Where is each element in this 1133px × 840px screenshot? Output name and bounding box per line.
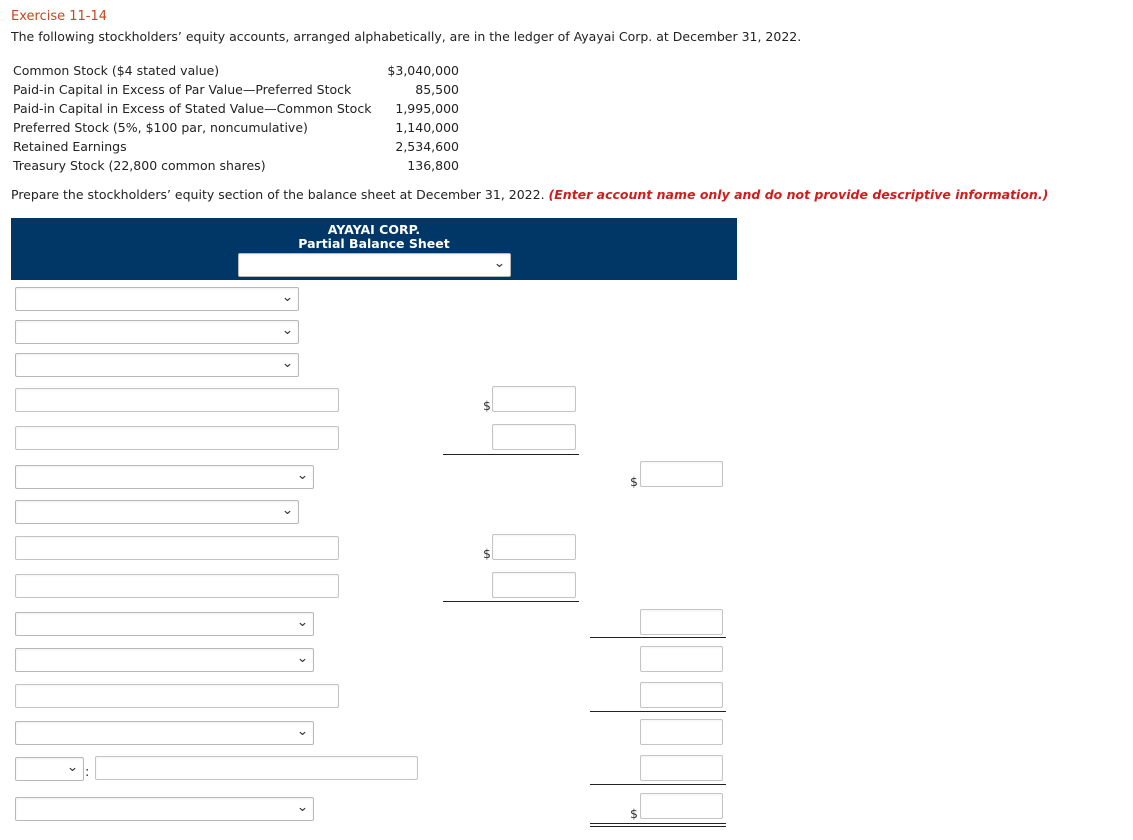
account-name: Retained Earnings	[13, 139, 127, 154]
account-select[interactable]	[15, 721, 314, 745]
amount-input[interactable]	[492, 534, 576, 560]
amount-input[interactable]	[640, 719, 723, 745]
account-select[interactable]	[15, 648, 314, 672]
instructions	[11, 187, 1048, 202]
dollar-sign: $	[630, 806, 638, 821]
chevron-down-icon: ⌄	[296, 615, 309, 630]
account-select[interactable]	[15, 465, 314, 489]
total-double-rule	[590, 826, 726, 827]
amount-input[interactable]	[492, 424, 576, 450]
account-row	[13, 118, 463, 137]
account-name-input[interactable]	[15, 574, 339, 598]
subtotal-rule	[590, 637, 726, 638]
chevron-down-icon: ⌄	[281, 290, 294, 305]
account-row	[13, 80, 463, 99]
amount-input[interactable]	[492, 572, 576, 598]
account-row	[13, 137, 463, 156]
dollar-sign: $	[483, 546, 491, 561]
account-name: Paid-in Capital in Excess of Par Value—Preferred Stock	[13, 82, 352, 97]
dollar-sign: $	[483, 398, 491, 413]
dollar-sign: $	[630, 474, 638, 489]
chevron-down-icon: ⌄	[281, 503, 294, 518]
total-rule	[590, 823, 726, 824]
account-value: 1,995,000	[395, 101, 459, 116]
account-name-input[interactable]	[15, 426, 339, 450]
account-select[interactable]	[15, 320, 299, 344]
chevron-down-icon: ⌄	[493, 256, 506, 271]
chevron-down-icon: ⌄	[296, 468, 309, 483]
account-name-input[interactable]	[15, 684, 339, 708]
date-select[interactable]	[238, 253, 511, 277]
chevron-down-icon: ⌄	[296, 800, 309, 815]
account-name: Preferred Stock (5%, $100 par, noncumulative)	[13, 120, 308, 135]
subtotal-rule	[443, 601, 579, 602]
chevron-down-icon: ⌄	[296, 651, 309, 666]
subtotal-rule	[443, 454, 579, 455]
company-name: AYAYAI CORP.	[327, 222, 421, 237]
exercise-intro: The following stockholders’ equity accounts, arranged alphabetically, are in the ledger of Ayayai Corp. at December 31, 2022.	[11, 29, 802, 44]
small-select[interactable]	[15, 757, 84, 781]
colon-separator: :	[85, 765, 90, 780]
chevron-down-icon: ⌄	[296, 724, 309, 739]
account-select[interactable]	[15, 797, 314, 821]
subtotal-rule	[590, 711, 726, 712]
account-name-input[interactable]	[15, 388, 339, 412]
account-name-input[interactable]	[95, 756, 418, 780]
amount-input[interactable]	[640, 609, 723, 635]
account-select[interactable]	[15, 500, 299, 524]
chevron-down-icon: ⌄	[281, 356, 294, 371]
account-row	[13, 61, 463, 80]
subtotal-rule	[590, 784, 726, 785]
account-value: 1,140,000	[395, 120, 459, 135]
account-row	[13, 99, 463, 118]
account-value: 136,800	[407, 158, 459, 173]
amount-input[interactable]	[640, 682, 723, 708]
account-list	[13, 61, 463, 175]
account-value: $3,040,000	[387, 63, 459, 78]
account-value: 2,534,600	[395, 139, 459, 154]
statement-title: Partial Balance Sheet	[298, 236, 450, 251]
amount-input[interactable]	[640, 793, 723, 819]
account-select[interactable]	[15, 353, 299, 377]
chevron-down-icon: ⌄	[66, 760, 79, 775]
account-row	[13, 156, 463, 175]
account-name-input[interactable]	[15, 536, 339, 560]
account-name: Common Stock ($4 stated value)	[13, 63, 220, 78]
instructions-note: (Enter account name only and do not provide descriptive information.)	[548, 187, 1049, 202]
account-value: 85,500	[415, 82, 459, 97]
amount-input[interactable]	[640, 461, 723, 487]
account-select[interactable]	[15, 612, 314, 636]
account-select[interactable]	[15, 287, 299, 311]
account-name: Paid-in Capital in Excess of Stated Value—Common Stock	[13, 101, 372, 116]
amount-input[interactable]	[640, 646, 723, 672]
chevron-down-icon: ⌄	[281, 323, 294, 338]
account-name: Treasury Stock (22,800 common shares)	[13, 158, 266, 173]
balance-sheet-header	[11, 218, 737, 280]
exercise-title: Exercise 11-14	[11, 9, 108, 24]
amount-input[interactable]	[640, 755, 723, 781]
amount-input[interactable]	[492, 386, 576, 412]
instructions-main: Prepare the stockholders’ equity section of the balance sheet at December 31, 2022.	[11, 187, 545, 202]
